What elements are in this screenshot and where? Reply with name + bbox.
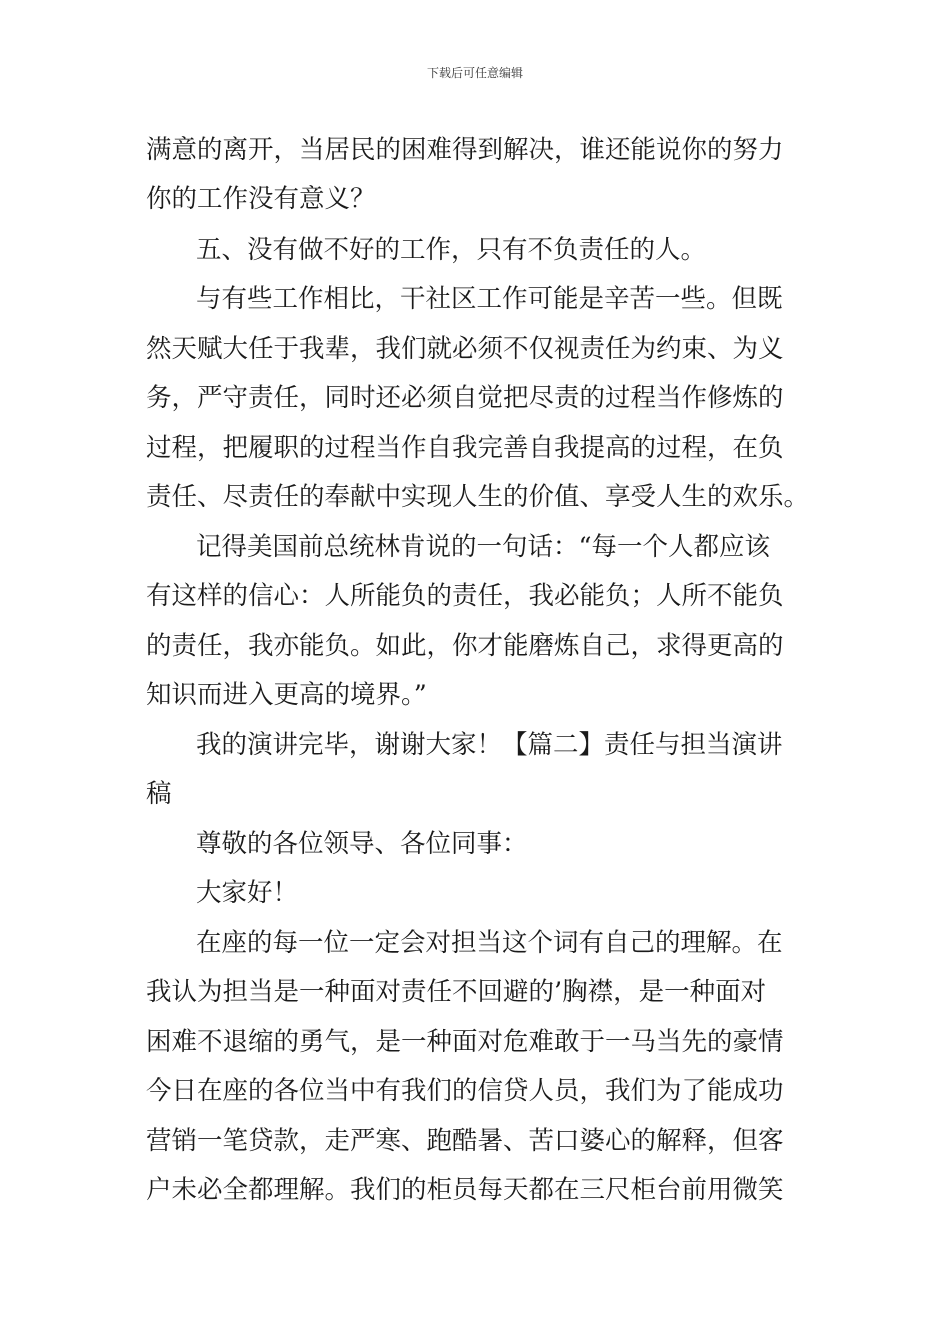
text-line: 户未必全都理解。我们的柜员每天都在三尺柜台前用微笑	[146, 1175, 784, 1205]
text-line: 过程，把履职的过程当作自我完善自我提高的过程，在负	[146, 433, 784, 463]
paragraph-start: 我的演讲完毕，谢谢大家！【篇二】责任与担当演讲	[196, 730, 783, 760]
text-line: 你的工作没有意义？	[146, 184, 376, 214]
text-line: 有这样的信心：人所能负的责任，我必能负；人所不能负	[146, 581, 784, 611]
text-line: 然天赋大任于我辈，我们就必须不仅视责任为约束、为义	[146, 334, 784, 364]
text-line: 稿	[146, 779, 172, 809]
text-line: 今日在座的各位当中有我们的信贷人员，我们为了能成功	[146, 1076, 784, 1106]
paragraph-start: 与有些工作相比，干社区工作可能是辛苦一些。但既	[196, 284, 783, 314]
text-line: 责任、尽责任的奉献中实现人生的价值、享受人生的欢乐。	[146, 482, 810, 512]
text-line: 知识而进入更高的境界。”	[146, 680, 427, 710]
text-line: 满意的离开，当居民的困难得到解决，谁还能说你的努力	[146, 135, 784, 165]
heading-line: 五、没有做不好的工作，只有不负责任的人。	[196, 235, 707, 265]
text-line: 务，严守责任，同时还必须自觉把尽责的过程当作修炼的	[146, 383, 784, 413]
text-line: 营销一笔贷款，走严寒、跑酷暑、苦口婆心的解释，但客	[146, 1126, 784, 1156]
text-line: 困难不退缩的勇气，是一种面对危难敢于一马当先的豪情	[146, 1027, 784, 1057]
text-line: 的责任，我亦能负。如此，你才能磨炼自己，求得更高的	[146, 631, 784, 661]
text-line: 我认为担当是一种面对责任不回避的’胸襟，是一种面对	[146, 977, 767, 1007]
paragraph-start: 在座的每一位一定会对担当这个词有自己的理解。在	[196, 928, 783, 958]
page-header: 下载后可任意编辑	[426, 66, 523, 80]
greeting: 大家好！	[196, 878, 299, 908]
salutation: 尊敬的各位领导、各位同事：	[196, 829, 528, 859]
paragraph-start: 记得美国前总统林肯说的一句话：“每一个人都应该	[196, 532, 771, 562]
